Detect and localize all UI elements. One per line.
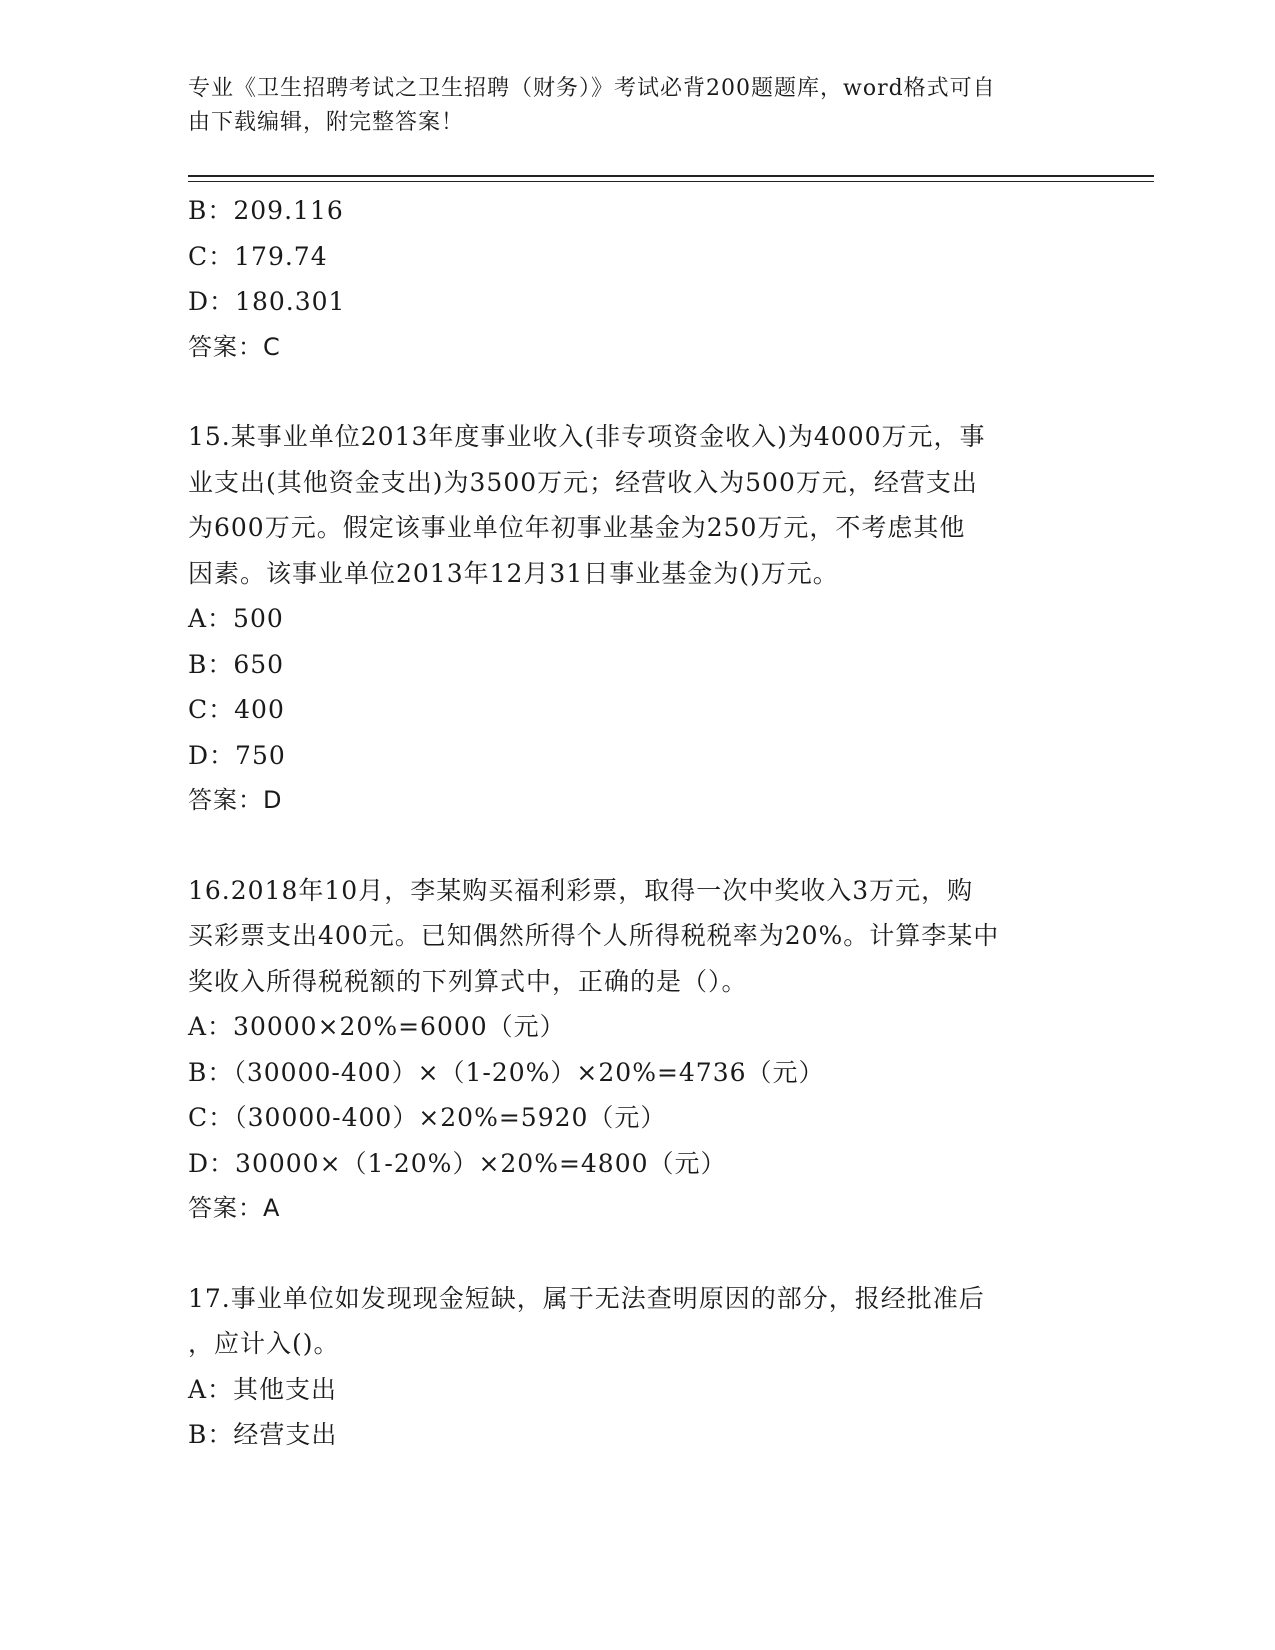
option-d: D：180.301 [188,287,346,316]
header-line-2: 由下载编辑，附完整答案！ [188,110,465,135]
question-spacer [188,824,1088,868]
option-b: B：（30000-400）×（1-20%）×20%=4736（元） [188,1057,825,1087]
option-a: A：500 [188,604,284,633]
option-d: D：750 [188,740,286,770]
question-stem [188,868,1068,1005]
header-line-1: 专业《卫生招聘考试之卫生招聘（财务）》考试必背200题题库，word格式可自 [188,76,996,101]
question-15 [188,414,1088,824]
header-divider-thin [188,181,1154,182]
option-b: B：650 [188,649,285,679]
question-stem-line: 奖收入所得税税额的下列算式中，正确的是（）。 [188,966,748,996]
option-c: C：（30000-400）×20%=5920（元） [188,1103,667,1132]
question-stem-line: 15.某事业单位2013年度事业收入(非专项资金收入)为4000万元，事 [188,422,986,451]
question-spacer [188,1232,1088,1276]
answer-label: 答案：C [188,332,281,361]
question-stem-line: 17.事业单位如发现现金短缺，属于无法查明原因的部分，报经批准后 [188,1283,985,1313]
option-d: D：30000×（1-20%）×20%=4800（元） [188,1148,727,1178]
question-list [188,188,1088,1458]
option-b: B：209.116 [188,196,344,225]
question-stem [188,414,1068,596]
question-stem [188,1276,1068,1367]
question-stem-line: 为600万元。假定该事业单位年初事业基金为250万元，不考虑其他 [188,513,966,542]
answer-label: 答案：D [188,786,283,814]
question-stem-line: ，应计入()。 [188,1329,340,1358]
option-a: A：30000×20%=6000（元） [188,1012,566,1041]
document-header [188,72,1068,140]
question-stem-line: 买彩票支出400元。已知偶然所得个人所得税税率为20%。计算李某中 [188,921,1000,950]
question-stem-line: 因素。该事业单位2013年12月31日事业基金为()万元。 [188,558,839,588]
header-divider-thick [188,175,1154,177]
question-14-remainder [188,188,1088,370]
option-b: B：经营支出 [188,1420,338,1449]
option-c: C：179.74 [188,241,328,271]
option-c: C：400 [188,695,285,724]
option-a: A：其他支出 [188,1374,338,1404]
question-spacer [188,370,1088,414]
question-17 [188,1276,1088,1458]
question-stem-line: 16.2018年10月，李某购买福利彩票，取得一次中奖收入3万元，购 [188,875,974,905]
answer-label: 答案：A [188,1194,281,1222]
question-16 [188,868,1088,1232]
question-stem-line: 业支出(其他资金支出)为3500万元；经营收入为500万元，经营支出 [188,467,978,497]
